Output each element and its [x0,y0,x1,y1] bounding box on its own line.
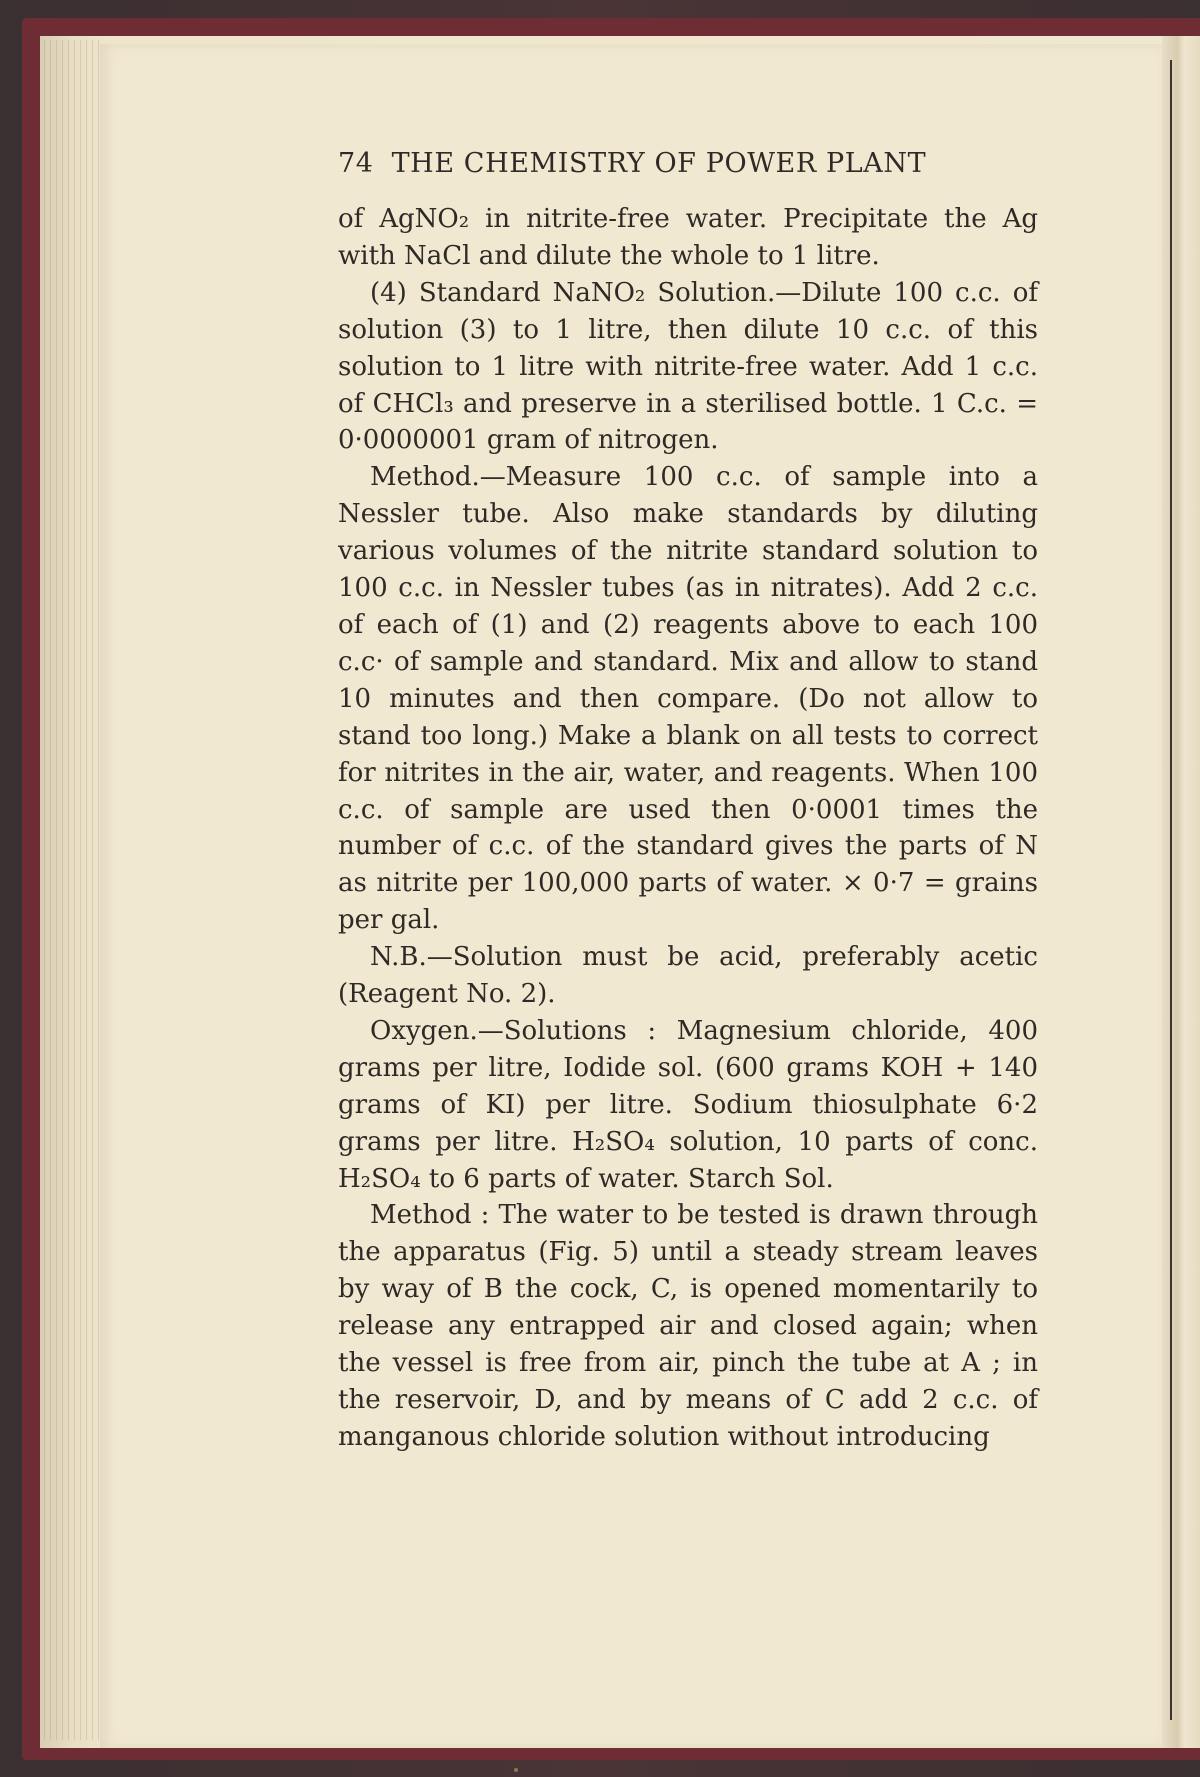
page-edges [44,40,104,1740]
paragraph: (4) Standard NaNO₂ Solution.—Dilute 100 c.c. of solution (3) to 1 litre, then dilute 10 c.c. of this solution to 1 litre with nitrite-free water. Add 1 c.c. of CHCl₃ and preserve in a sterilised bottle. 1 C.c. = 0·0000001 gram of nitrogen. [338,277,1038,456]
paragraph: N.B.—Solution must be acid, preferably acetic (Reagent No. 2). [338,942,1038,1010]
gutter-shadow [1170,60,1172,1720]
running-title: THE CHEMISTRY OF POWER PLANT [391,148,927,179]
paragraph: of AgNO₂ in nitrite-free water. Precipitate the Ag with NaCl and dilute the whole to 1 litre. [338,204,1038,271]
page-fleck [514,1768,518,1772]
paragraph: Method.—Measure 100 c.c. of sample into a Nessler tube. Also make standards by diluting various volumes of the nitrite standard solution to 100 c.c. in Nessler tubes (as in nitrates). Add 2 c.c. of each of (1) and (2) reagents above to each 100 c.c· of sample and standard. Mix and allow to stand 10 minutes and then compare. (Do not allow to stand too long.) Make a blank on all tests to correct for nitrites in the air, water, and reagents. When 100 c.c. of sample are used then 0·0001 times the number of c.c. of the standard gives the parts of N as nitrite per 100,000 parts of water. × 0·7 = grains per gal. [338,462,1038,936]
paragraph: Method : The water to be tested is drawn through the apparatus (Fig. 5) until a steady stream leaves by way of B the cock, C, is opened momentarily to release any entrapped air and closed again; when the vessel is free from air, pinch the tube at A ; in the reservoir, D, and by means of C add 2 c.c. of manganous chloride solution without introducing [338,1200,1038,1452]
body-text [338,201,1038,1456]
page-text-block [338,148,1038,1456]
running-header [338,148,1038,179]
facing-page-edge [1162,36,1200,1748]
page-number: 74 [338,148,374,179]
paragraph: Oxygen.—Solutions : Magnesium chloride, 400 grams per litre, Iodide sol. (600 grams KOH + 140 grams of KI) per litre. Sodium thiosulphate 6·2 grams per litre. H₂SO₄ solution, 10 parts of conc. H₂SO₄ to 6 parts of water. Starch Sol. [338,1015,1038,1194]
